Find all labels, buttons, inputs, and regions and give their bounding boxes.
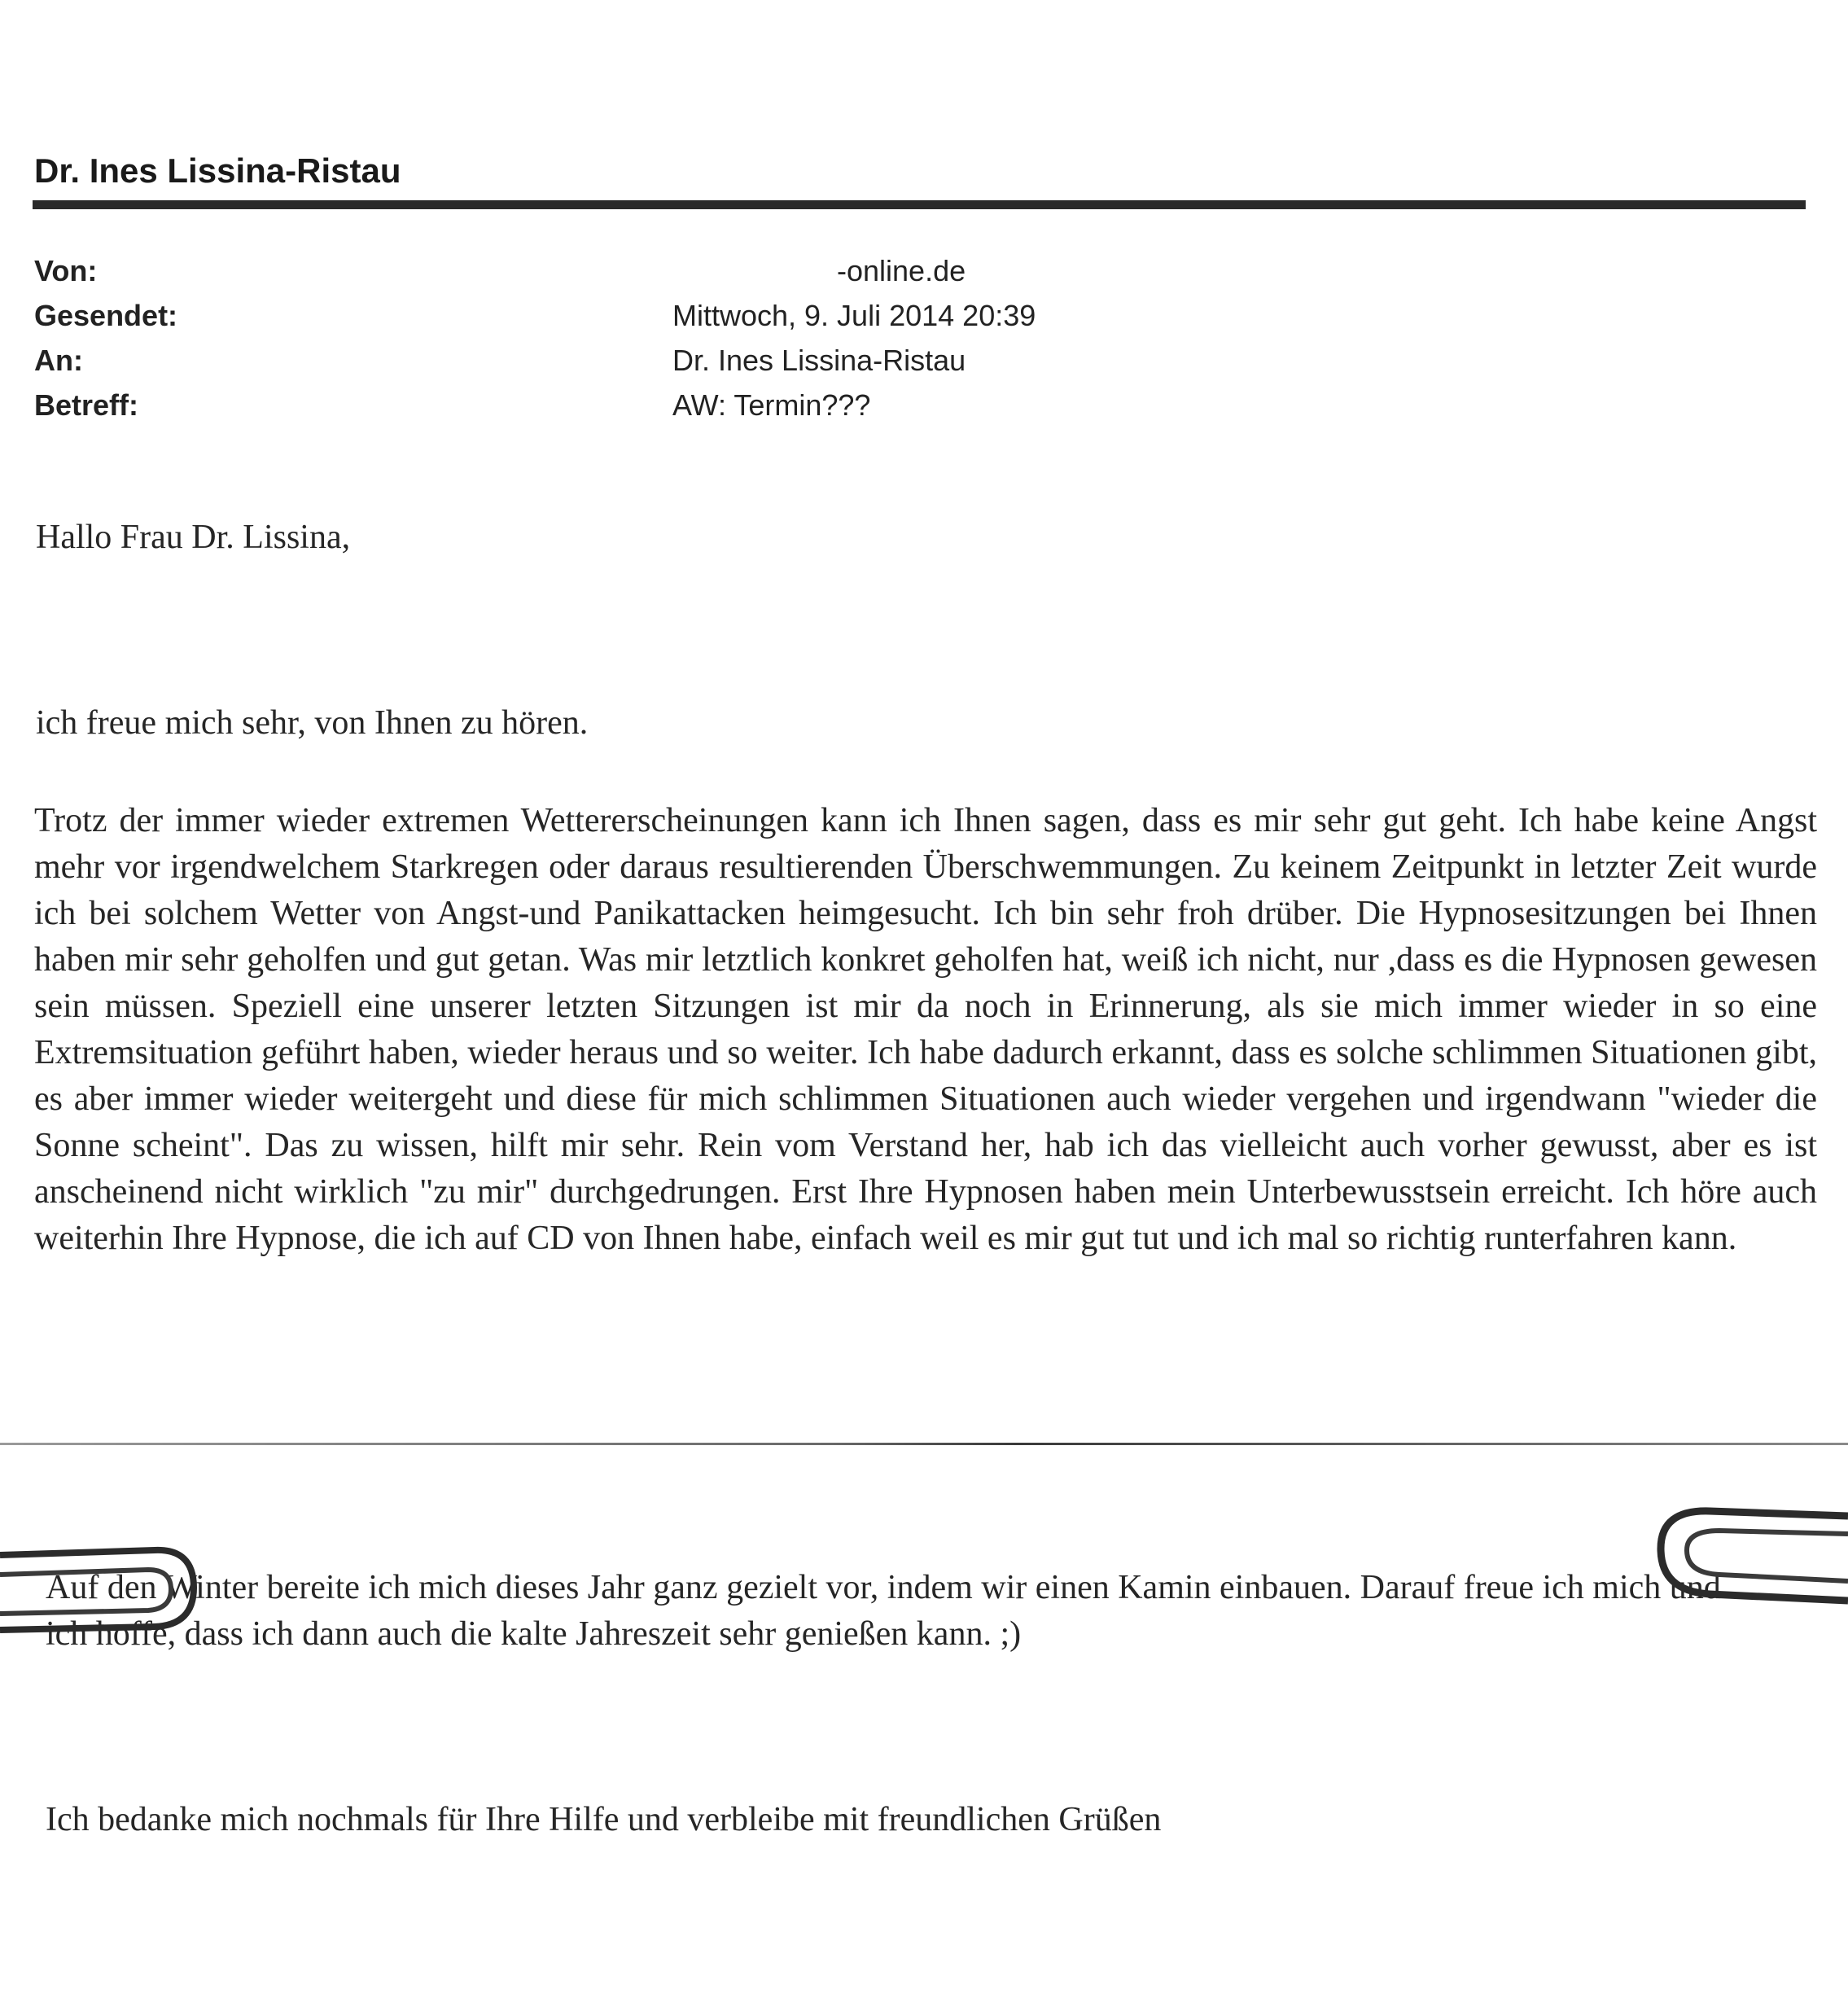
from-value: -online.de [837,254,966,287]
sent-label: Gesendet: [34,299,178,332]
from-label: Von: [34,254,98,287]
subject-value: AW: Termin??? [672,388,871,422]
winter-paragraph: Auf den Winter bereite ich mich dieses Jahr ganz gezielt vor, indem wir einen Kamin einbauen. Darauf freue ich mich und ich hoffe, dass ich dann auch die kalte Jahreszeit sehr genießen kann. ;) [46,1569,1721,1653]
owner-name: Dr. Ines Lissina-Ristau [34,151,401,190]
header-divider [33,200,1806,209]
intro-paragraph: ich freue mich sehr, von Ihnen zu hören. [36,704,589,742]
sent-value: Mittwoch, 9. Juli 2014 20:39 [672,299,1036,332]
fold-line [0,1443,1848,1445]
paperclip-left-icon [0,1539,212,1645]
paperclip-right-icon [1644,1500,1848,1622]
closing-paragraph: Ich bedanke mich nochmals für Ihre Hilfe und verbleibe mit freundlichen Grüßen [46,1801,1162,1838]
to-label: An: [34,344,83,377]
main-paragraph: Trotz der immer wieder extremen Wettererscheinungen kann ich Ihnen sagen, dass es mir sehr gut geht. Ich habe keine Angst mehr vor irgendwelchem Starkregen oder daraus resultierenden Überschwemmungen. Zu keinem Zeitpunkt in letzter Zeit wurde ich bei solchem Wetter von Angst-und Panikattacken heimgesucht. Ich bin sehr froh drüber. Die Hypnosesitzungen bei Ihnen haben mir sehr geholfen und gut getan. Was mir letztlich konkret geholfen hat, weiß ich nicht, nur ,dass es die Hypnosen gewesen sein müssen. Speziell eine unserer letzten Sitzungen ist mir da noch in Erinnerung, als sie mich immer wieder in so eine Extremsituation geführt haben, wieder heraus und so weiter. Ich habe dadurch erkannt, dass es solche schlimmen Situationen gibt, es aber immer wieder weitergeht und diese für mich schlimmen Situationen auch wieder vergehen und irgendwann "wieder die Sonne scheint". Das zu wissen, hilft mir sehr. Rein vom Verstand her, hab ich das vielleicht auch vorher gewusst, aber es ist anscheinend nicht wirklich "zu mir" durchgedrungen. Erst Ihre Hypnosen haben mein Unterbewusstsein erreicht. Ich höre auch weiterhin Ihre Hypnose, die ich auf CD von Ihnen habe, einfach weil es mir gut tut und ich mal so richtig runterfahren kann. [34,802,1817,1257]
subject-label: Betreff: [34,388,139,422]
to-value: Dr. Ines Lissina-Ristau [672,344,966,377]
greeting: Hallo Frau Dr. Lissina, [36,519,351,556]
